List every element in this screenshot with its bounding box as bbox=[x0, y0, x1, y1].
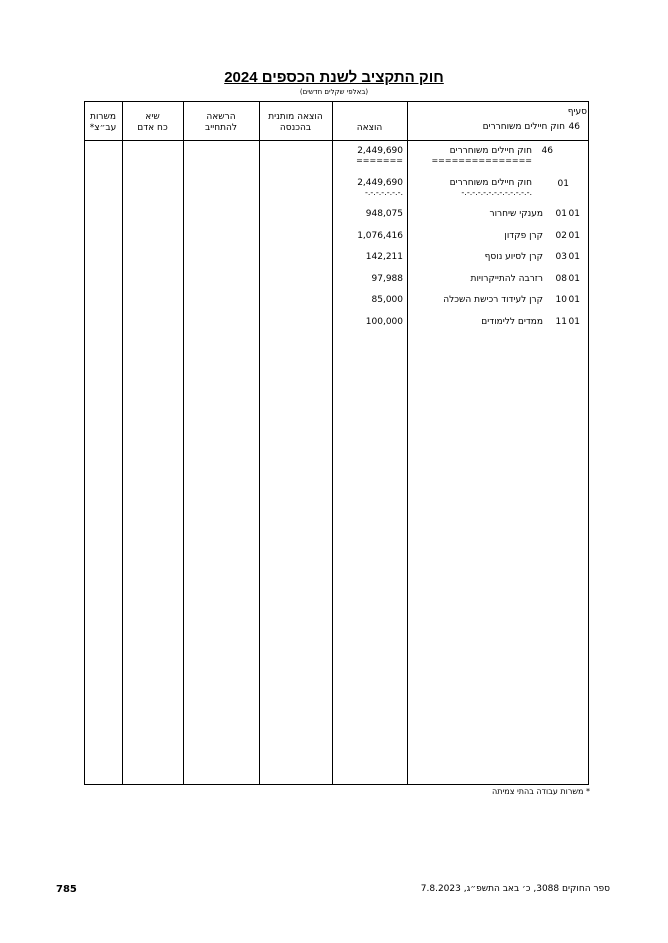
row-name: קרן לסיוע נוסף bbox=[484, 252, 543, 262]
header-section: סעיף bbox=[567, 107, 587, 117]
row-amount: 97,988 bbox=[371, 274, 403, 284]
header-expense: הוצאה bbox=[356, 123, 383, 133]
main-item-code: 46 bbox=[541, 146, 553, 156]
row-program-code: 01 bbox=[568, 295, 580, 305]
column-divider bbox=[332, 101, 333, 785]
row-amount: 100,000 bbox=[365, 317, 403, 327]
row-amount: 142,211 bbox=[365, 252, 403, 262]
main-item-amount-underline: ======= bbox=[356, 156, 403, 165]
header-conditional-expense: הוצאה מותנית בהכנסה bbox=[268, 112, 323, 133]
budget-table bbox=[84, 101, 589, 785]
header-manpower: שיא כח אדם bbox=[137, 112, 168, 133]
row-name: רזרבה להתייקרויות bbox=[470, 274, 543, 284]
program-name-underline: -.-.-.-.-.-.-.-.-.-.-.-.-. bbox=[461, 188, 532, 197]
row-sub-code: 02 bbox=[555, 231, 567, 241]
program-name: חוק חיילים משוחררים bbox=[449, 178, 532, 188]
main-item-amount: 2,449,690 bbox=[357, 146, 403, 156]
page-title: חוק התקציב לשנת הכספים 2024 bbox=[224, 69, 444, 86]
row-amount: 85,000 bbox=[371, 295, 403, 305]
row-program-code: 01 bbox=[568, 231, 580, 241]
row-sub-code: 01 bbox=[555, 209, 567, 219]
section-name: חוק חיילים משוחררים bbox=[482, 122, 565, 132]
column-divider bbox=[407, 101, 408, 785]
main-item-name: חוק חיילים משוחררים bbox=[449, 146, 532, 156]
row-sub-code: 03 bbox=[555, 252, 567, 262]
row-name: קרן לעידוד רכישת השכלה bbox=[443, 295, 543, 305]
row-program-code: 01 bbox=[568, 209, 580, 219]
column-divider bbox=[259, 101, 260, 785]
page-number: 785 bbox=[56, 884, 77, 895]
row-sub-code: 11 bbox=[555, 317, 567, 327]
program-amount-underline: -.-.-.-.-.-.-. bbox=[364, 188, 403, 197]
row-program-code: 01 bbox=[568, 274, 580, 284]
publication-footer: ספר החוקים 3088, כ׳ באב התשפ״ג, 7.8.2023 bbox=[420, 884, 610, 894]
main-item-name-underline: =============== bbox=[431, 156, 532, 165]
program-amount: 2,449,690 bbox=[357, 178, 403, 188]
column-divider bbox=[122, 101, 123, 785]
row-amount: 1,076,416 bbox=[357, 231, 403, 241]
page-subtitle: (באלפי שקלים חדשים) bbox=[299, 88, 369, 96]
row-name: מענקי שיחרור bbox=[489, 209, 543, 219]
row-sub-code: 10 bbox=[555, 295, 567, 305]
program-code: 01 bbox=[557, 179, 569, 189]
row-program-code: 01 bbox=[568, 317, 580, 327]
row-amount: 948,075 bbox=[365, 209, 403, 219]
section-number: 46 bbox=[568, 122, 580, 132]
footnote: * משרות עבודה בהתי צמיתה bbox=[492, 787, 590, 796]
row-name: קרן פקדון bbox=[504, 231, 543, 241]
row-name: ממדים ללימודים bbox=[481, 317, 543, 327]
header-divider bbox=[84, 140, 589, 141]
column-divider bbox=[183, 101, 184, 785]
row-program-code: 01 bbox=[568, 252, 580, 262]
header-commitment: הרשאה להתחייב bbox=[204, 112, 238, 133]
row-sub-code: 08 bbox=[555, 274, 567, 284]
header-workers: משרות עב״צ* bbox=[89, 112, 117, 133]
